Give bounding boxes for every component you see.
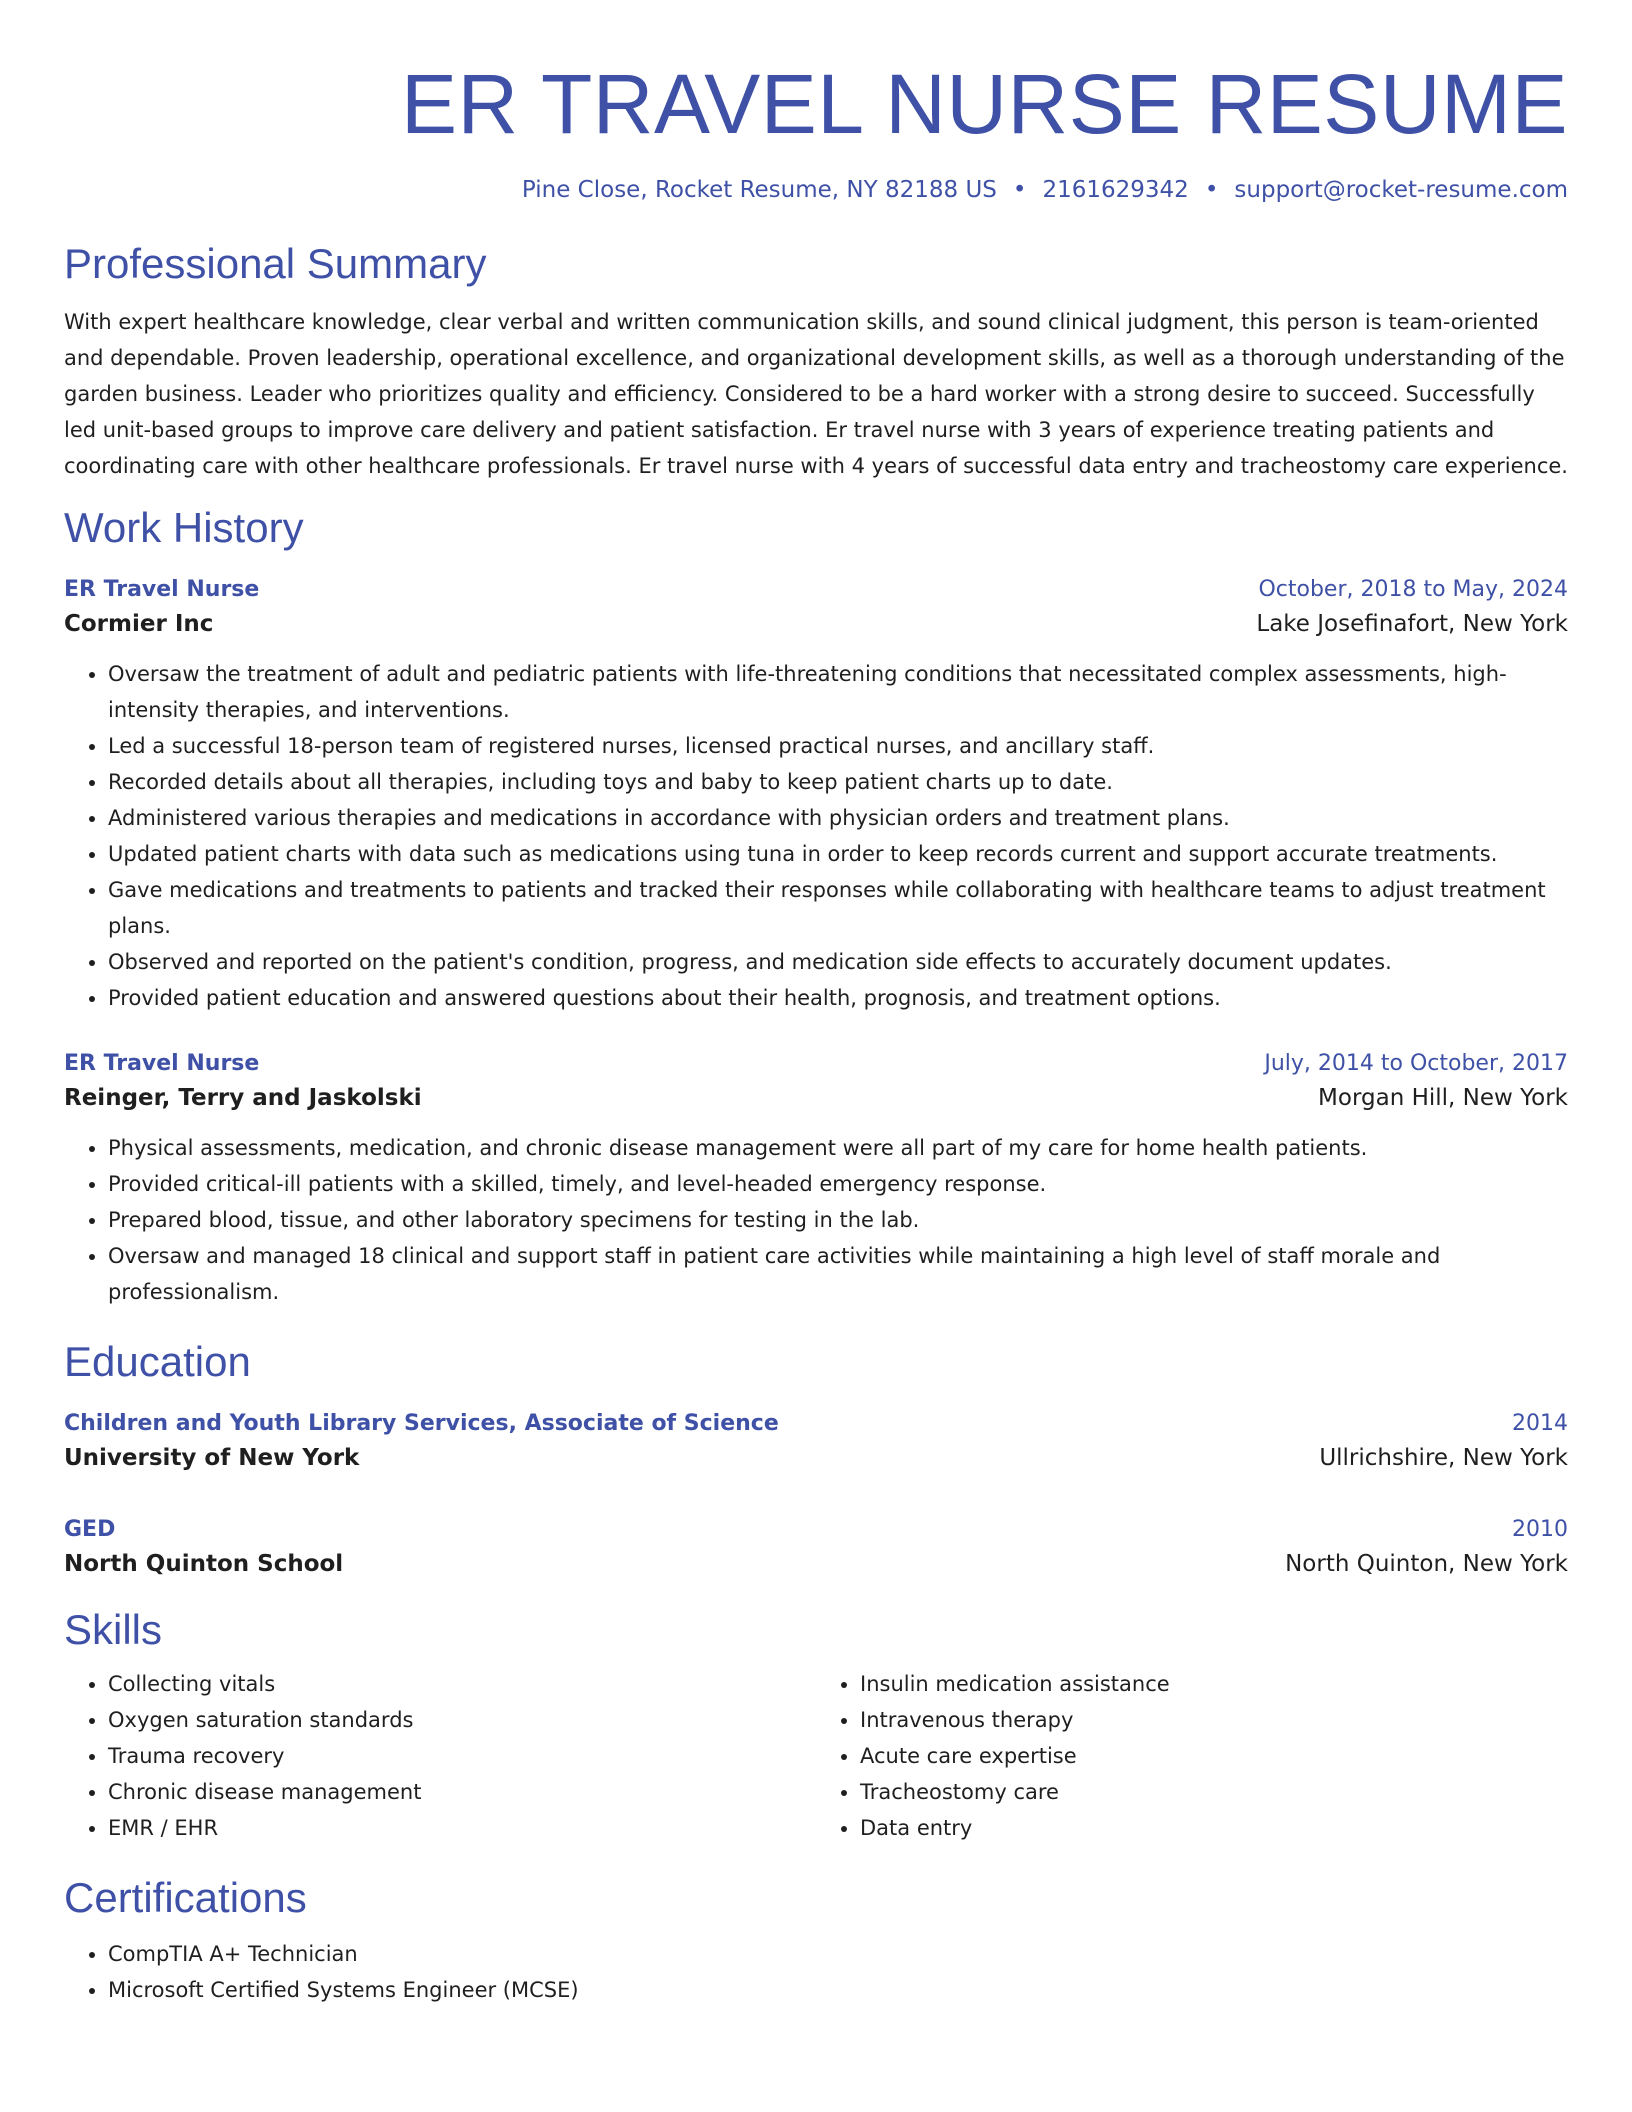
work-history-heading: Work History xyxy=(64,504,304,551)
education-location: Ullrichshire, New York xyxy=(1319,1445,1568,1471)
skills-heading: Skills xyxy=(64,1606,163,1653)
education-year: 2014 xyxy=(1512,1411,1568,1436)
job-entry xyxy=(64,1048,1568,1310)
list-item: • Provided critical-ill patients with a skilled, timely, and level-headed emergency response. xyxy=(108,1166,1568,1202)
list-item: • Gave medications and treatments to patients and tracked their responses while collaborating with healthcare teams to adjust treatment plans. xyxy=(108,872,1568,944)
contact-email[interactable]: support@rocket-resume.com xyxy=(1234,177,1568,203)
education-degree: Children and Youth Library Services, Associate of Science xyxy=(64,1411,779,1436)
list-item: • Updated patient charts with data such as medications using tuna in order to keep records current and support accurate treatments. xyxy=(108,836,1568,872)
resume-title: ER TRAVEL NURSE RESUME xyxy=(400,57,1568,151)
job-location: Morgan Hill, New York xyxy=(1318,1085,1568,1111)
list-item: • Observed and reported on the patient's condition, progress, and medication side effects to accurately document updates. xyxy=(108,944,1568,980)
skills-column-right xyxy=(816,1666,1568,1846)
job-dates: October, 2018 to May, 2024 xyxy=(1258,577,1568,602)
list-item: • Collecting vitals xyxy=(108,1666,816,1702)
education-school: North Quinton School xyxy=(64,1551,344,1577)
summary-heading: Professional Summary xyxy=(64,240,487,287)
job-dates: July, 2014 to October, 2017 xyxy=(1264,1051,1568,1076)
education-degree: GED xyxy=(64,1517,116,1542)
list-item: • Chronic disease management xyxy=(108,1774,816,1810)
job-location: Lake Josefinafort, New York xyxy=(1256,611,1568,637)
contact-separator: • xyxy=(1012,177,1027,203)
job-company: Cormier Inc xyxy=(64,611,214,637)
education-location: North Quinton, New York xyxy=(1285,1551,1568,1577)
list-item: • CompTIA A+ Technician xyxy=(108,1936,1568,1972)
list-item: • EMR / EHR xyxy=(108,1810,816,1846)
summary-text: With expert healthcare knowledge, clear verbal and written communication skills, and sound clinical judgment, this person is team-oriented and dependable. Proven leadership, operational excellence, and organizational development skills, as well as a thorough understanding of the garden business. Leader who prioritizes quality and efficiency. Considered to be a hard worker with a strong desire to succeed. Successfully led unit-based groups to improve care delivery and patient satisfaction. Er travel nurse with 3 years of experience treating patients and coordinating care with other healthcare professionals. Er travel nurse with 4 years of successful data entry and tracheostomy care experience. xyxy=(64,310,1568,478)
contact-separator: • xyxy=(1204,177,1219,203)
list-item: • Insulin medication assistance xyxy=(860,1666,1568,1702)
list-item: • Acute care expertise xyxy=(860,1738,1568,1774)
job-title: ER Travel Nurse xyxy=(64,1051,260,1076)
skills-column-left xyxy=(64,1666,816,1846)
list-item: • Administered various therapies and medications in accordance with physician orders and treatment plans. xyxy=(108,800,1568,836)
job-bullets xyxy=(64,1130,1568,1310)
list-item: • Led a successful 18-person team of registered nurses, licensed practical nurses, and ancillary staff. xyxy=(108,728,1568,764)
list-item: • Oversaw the treatment of adult and pediatric patients with life-threatening conditions that necessitated complex assessments, high-intensity therapies, and interventions. xyxy=(108,656,1568,728)
list-item: • Prepared blood, tissue, and other laboratory specimens for testing in the lab. xyxy=(108,1202,1568,1238)
certifications-list xyxy=(64,1936,1568,2008)
contact-address: Pine Close, Rocket Resume, NY 82188 US xyxy=(521,177,997,203)
list-item: • Data entry xyxy=(860,1810,1568,1846)
job-entry xyxy=(64,574,1568,1016)
list-item: • Oversaw and managed 18 clinical and support staff in patient care activities while maintaining a high level of staff morale and professionalism. xyxy=(108,1238,1568,1310)
list-item: • Oxygen saturation standards xyxy=(108,1702,816,1738)
education-entry xyxy=(64,1408,1568,1476)
education-heading: Education xyxy=(64,1338,251,1385)
contact-line xyxy=(64,174,1568,206)
education-entry xyxy=(64,1514,1568,1582)
skills-list xyxy=(64,1666,1568,1846)
education-school: University of New York xyxy=(64,1445,360,1471)
list-item: • Tracheostomy care xyxy=(860,1774,1568,1810)
job-bullets xyxy=(64,656,1568,1016)
certifications-heading: Certifications xyxy=(64,1874,307,1921)
list-item: • Microsoft Certified Systems Engineer (MCSE) xyxy=(108,1972,1568,2008)
list-item: • Physical assessments, medication, and chronic disease management were all part of my care for home health patients. xyxy=(108,1130,1568,1166)
job-title: ER Travel Nurse xyxy=(64,577,260,602)
education-year: 2010 xyxy=(1512,1517,1568,1542)
list-item: • Provided patient education and answered questions about their health, prognosis, and treatment options. xyxy=(108,980,1568,1016)
contact-phone: 2161629342 xyxy=(1042,177,1189,203)
list-item: • Recorded details about all therapies, including toys and baby to keep patient charts up to date. xyxy=(108,764,1568,800)
job-company: Reinger, Terry and Jaskolski xyxy=(64,1085,422,1111)
list-item: • Intravenous therapy xyxy=(860,1702,1568,1738)
list-item: • Trauma recovery xyxy=(108,1738,816,1774)
